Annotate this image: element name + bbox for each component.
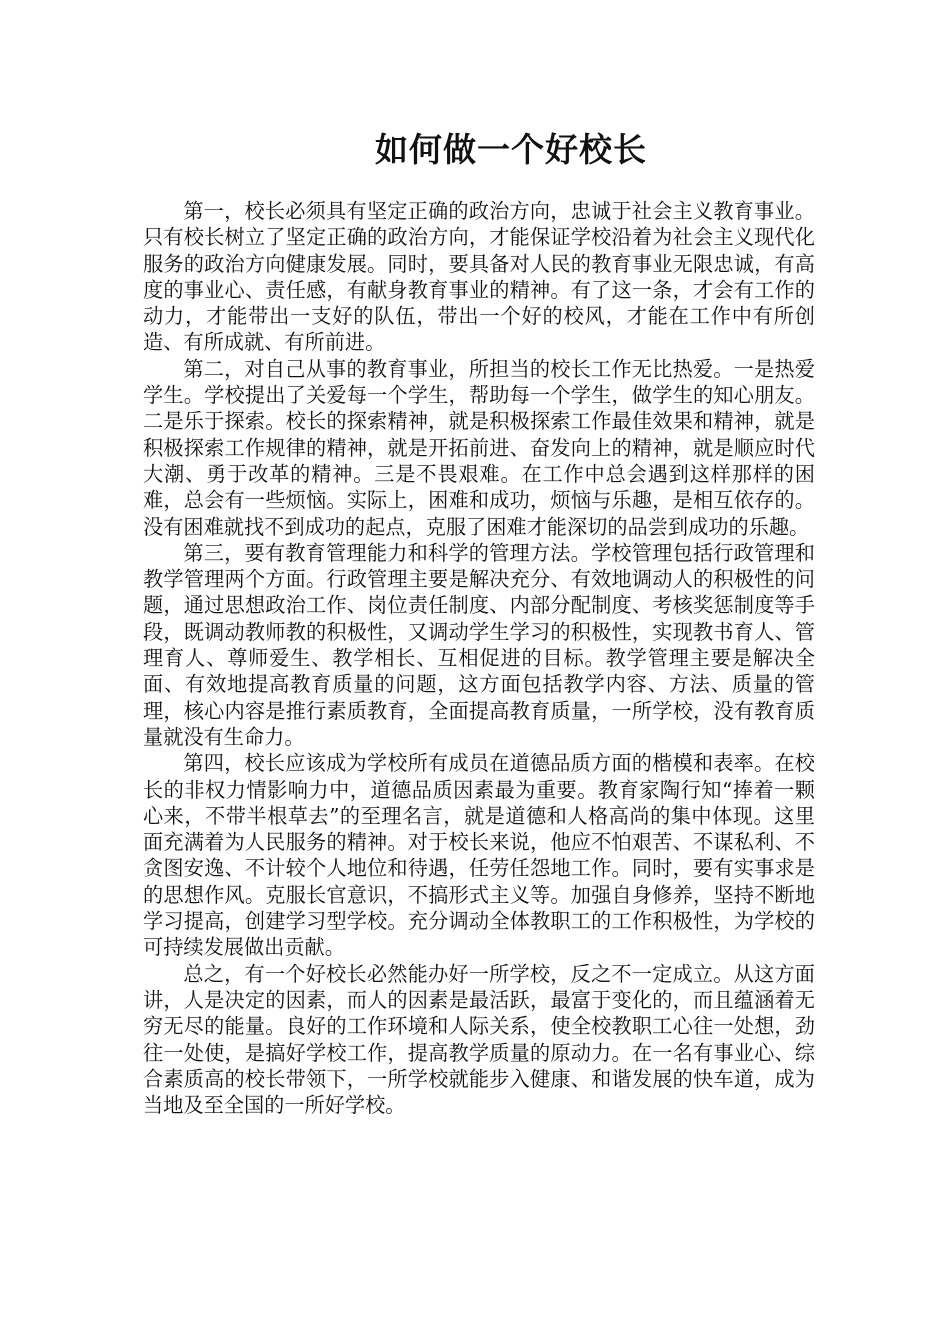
paragraph-5: 总之，有一个好校长必然能办好一所学校，反之不一定成立。从这方面讲，人是决定的因素，而人的因素是最活跃，最富于变化的，而且蕴涵着无穷无尽的能量。良好的工作环境和人际关系，使全校教职工心往一处想，劲往一处使，是搞好学校工作，提高教学质量的原动力。在一名有事业心、综合素质高的校长带领下，一所学校就能步入健康、和谐发展的快车道，成为当地及至全国的一所好学校。: [143, 961, 815, 1118]
document-body: [143, 198, 815, 1118]
paragraph-1: 第一，校长必须具有坚定正确的政治方向，忠诚于社会主义教育事业。只有校长树立了坚定正确的政治方向，才能保证学校沿着为社会主义现代化服务的政治方向健康发展。同时，要具备对人民的教育事业无限忠诚，有高度的事业心、责任感，有献身教育事业的精神。有了这一条，才会有工作的动力，才能带出一支好的队伍，带出一个好的校风，才能在工作中有所创造、有所成就、有所前进。: [143, 199, 815, 355]
paragraph-3: 第三，要有教育管理能力和科学的管理方法。学校管理包括行政管理和教学管理两个方面。行政管理主要是解决充分、有效地调动人的积极性的问题，通过思想政治工作、岗位责任制度、内部分配制度、考核奖惩制度等手段，既调动教师教的积极性，又调动学生学习的积极性，实现教书育人、管理育人、尊师爱生、教学相长、互相促进的目标。教学管理主要是解决全面、有效地提高教育质量的问题，这方面包括教学内容、方法、质量的管理，核心内容是推行素质教育，全面提高教育质量，一所学校，没有教育质量就没有生命力。: [143, 540, 815, 749]
document-title: 如何做一个好校长: [375, 130, 647, 169]
paragraph-2: 第二，对自己从事的教育事业，所担当的校长工作无比热爱。一是热爱学生。学校提出了关爱每一个学生，帮助每一个学生，做学生的知心朋友。二是乐于探索。校长的探索精神，就是积极探索工作最佳效果和精神，就是积极探索工作规律的精神，就是开拓前进、奋发向上的精神，就是顺应时代大潮、勇于改革的精神。三是不畏艰难。在工作中总会遇到这样那样的困难，总会有一些烦恼。实际上，困难和成功，烦恼与乐趣，是相互依存的。没有困难就找不到成功的起点，克服了困难才能深切的品尝到成功的乐趣。: [143, 356, 815, 539]
paragraph-4: 第四，校长应该成为学校所有成员在道德品质方面的楷模和表率。在校长的非权力情影响力中，道德品质因素最为重要。教育家陶行知“捧着一颗心来，不带半根草去”的至理名言，就是道德和人格高尚的集中体现。这里面充满着为人民服务的精神。对于校长来说，他应不怕艰苦、不谋私利、不贪图安逸、不计较个人地位和待遇，任劳任怨地工作。同时，要有实事求是的思想作风。克服长官意识，不搞形式主义等。加强自身修养，坚持不断地学习提高，创建学习型学校。充分调动全体教职工的工作积极性，为学校的可持续发展做出贡献。: [143, 751, 815, 960]
